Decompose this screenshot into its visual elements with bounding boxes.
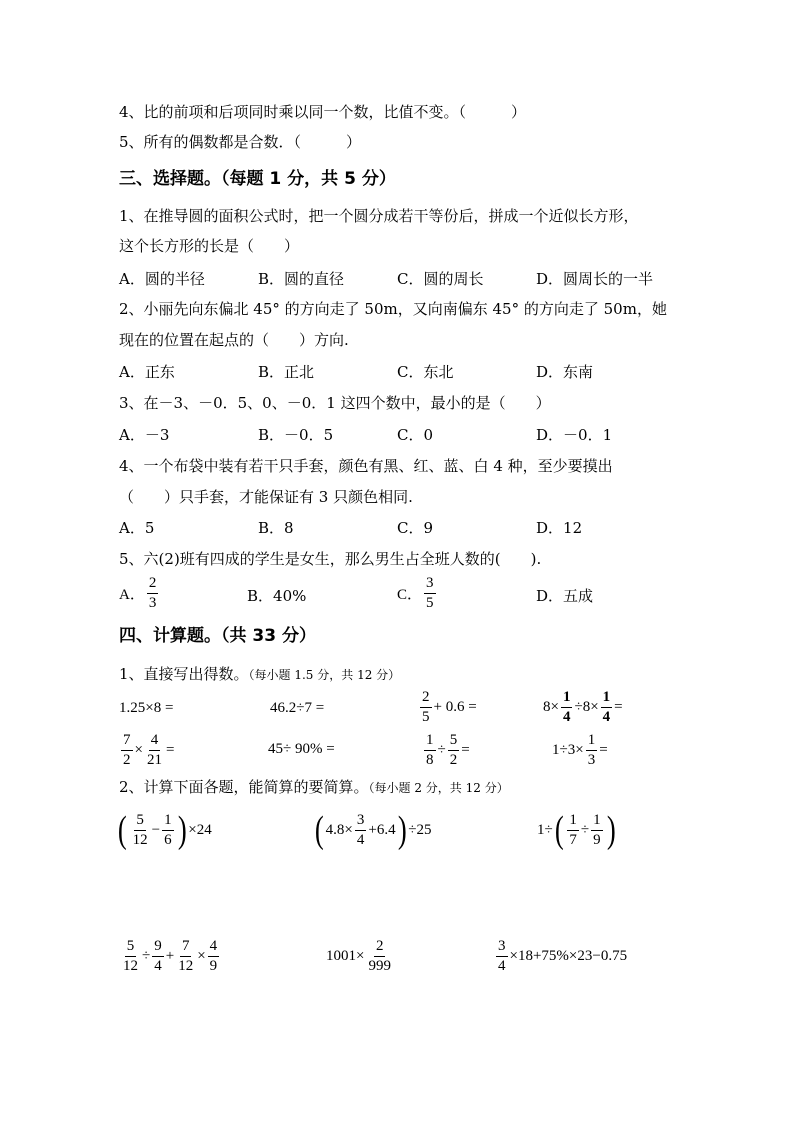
expr-6: 45÷ 90% = xyxy=(268,741,335,757)
choice-q1-line2: 这个长方形的长是（ ） xyxy=(119,237,300,255)
choice-q5-line1: 5、六(2)班有四成的学生是女生，那么男生占全班人数的( ). xyxy=(119,550,542,568)
expr-14: $\frac{3}{4}$ ×18+75%×23−0.75 xyxy=(498,938,628,974)
choice-q3-option-d: D．－0．1 xyxy=(536,426,613,444)
choice-q5-option-b: B．40% xyxy=(247,587,307,605)
judge-q4: 4、比的前项和后项同时乘以同一个数，比值不变。（ ） xyxy=(119,103,527,121)
expr-13: 1001× $\frac{2}{999}$ xyxy=(326,938,391,974)
expr-10: ( 4.8× $\frac{3}{4}$ +6.4 ) ÷25 xyxy=(314,809,432,851)
choice-q4-option-d: D．12 xyxy=(536,519,583,537)
choice-q1-option-b: B．圆的直径 xyxy=(258,270,345,288)
section-heading-calc: 四、计算题。（共 33 分） xyxy=(119,626,316,646)
judge-q5: 5、所有的偶数都是合数．（ ） xyxy=(119,133,362,151)
expr-9: ( 5 12 − 1 6 ) ×24 xyxy=(117,809,212,851)
choice-q2-option-d: D．东南 xyxy=(536,363,594,381)
expr-4: 8× $\frac{1}{4}$ ÷8× $\frac{1}{4}$ = xyxy=(543,689,623,725)
expr-8: 1÷3× $\frac{1}{3}$ = xyxy=(552,732,608,768)
choice-q5-option-d: D．五成 xyxy=(536,587,594,605)
choice-q4-option-b: B．8 xyxy=(258,519,294,537)
choice-q2-option-b: B．正北 xyxy=(258,363,315,381)
expr-2: 46.2÷7 = xyxy=(270,700,325,716)
section-heading-choice: 三、选择题。（每题 1 分，共 5 分） xyxy=(119,169,396,189)
expr-12: 5 12 ÷ 9 4 + 7 12 × 4 9 xyxy=(123,938,218,974)
choice-q2-line2: 现在的位置在起点的（ ）方向. xyxy=(119,331,349,349)
choice-q3-option-b: B．－0．5 xyxy=(258,426,334,444)
expr-7: 1 8 ÷ $\frac{5}{2}$ = xyxy=(426,732,470,768)
choice-q1-option-d: D．圆周长的一半 xyxy=(536,270,654,288)
choice-q3-option-c: C．0 xyxy=(397,426,434,444)
option-c-label: C． xyxy=(397,587,423,603)
choice-q3-line1: 3、在－3、－0．5、0、－0．1 这四个数中，最小的是（ ） xyxy=(119,394,551,412)
calc-p1-title: 1、直接写出得数。（每小题 1.5 分，共 12 分） xyxy=(119,665,401,683)
calc-p2-note: （每小题 2 分，共 12 分） xyxy=(368,781,509,795)
choice-q1-line1: 1、在推导圆的面积公式时，把一个圆分成若干等份后，拼成一个近似长方形， xyxy=(119,207,639,225)
choice-q1-option-a: A．圆的半径 xyxy=(119,270,205,288)
expr-5: 7 2 × $\frac{4}{21}$ = xyxy=(123,732,175,768)
expr-11: 1÷ ( 1 7 ÷ 1 9 ) xyxy=(537,809,616,851)
expr-3: 2 5 + 0.6 = xyxy=(422,689,477,725)
choice-q5-option-a xyxy=(119,576,160,611)
choice-q5-option-c xyxy=(397,576,438,611)
expr-1: 1.25×8 = xyxy=(119,700,174,716)
choice-q4-option-a: A．5 xyxy=(119,519,155,537)
choice-q2-option-a: A．正东 xyxy=(119,363,175,381)
choice-q4-option-c: C．9 xyxy=(397,519,434,537)
choice-q2-line1: 2、小丽先向东偏北 45° 的方向走了 50m，又向南偏东 45° 的方向走了 50m，她 xyxy=(119,300,667,318)
choice-q3-option-a: A．－3 xyxy=(119,426,170,444)
choice-q4-line1: 4、一个布袋中装有若干只手套，颜色有黑、红、蓝、白 4 种，至少要摸出 xyxy=(119,457,613,475)
calc-p1-note: （每小题 1.5 分，共 12 分） xyxy=(248,668,401,682)
choice-q1-option-c: C．圆的周长 xyxy=(397,270,484,288)
option-a-label: A． xyxy=(119,587,145,603)
fraction: 2 3 xyxy=(148,575,157,611)
choice-q4-line2: （ ）只手套，才能保证有 3 只颜色相同. xyxy=(119,488,413,506)
calc-p2-title: 2、计算下面各题，能简算的要简算。（每小题 2 分，共 12 分） xyxy=(119,778,509,796)
choice-q2-option-c: C．东北 xyxy=(397,363,454,381)
fraction: 3 5 xyxy=(426,575,434,611)
